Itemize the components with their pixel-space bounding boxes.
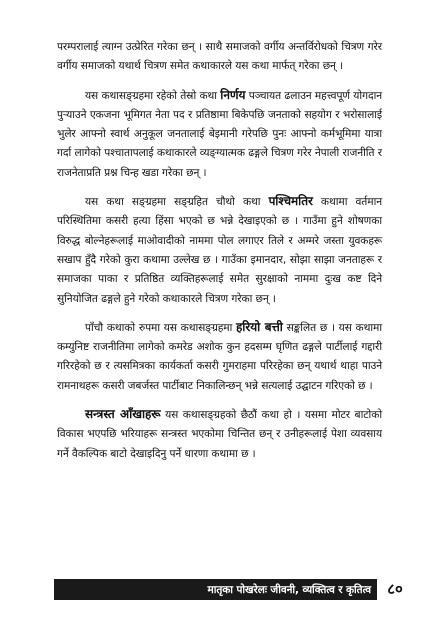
story-title-hariyo-batti: हरियो बत्ती xyxy=(236,319,283,334)
paragraph-3 xyxy=(57,192,382,309)
paragraph-4 xyxy=(57,318,382,396)
paragraph-5-text: यस कथासङ्ग्रहको छैठौं कथा हो । यसमा मोटर बाटोको विकास भएपछि भरियाहरू सन्त्रस्त भएकोमा चिन्तित छन् र उनीहरूलाई पेशा व्यवसाय गर्ने वैकल्पिक बाटो देखाइदिनु पर्ने धारणा कथामा छ । xyxy=(57,409,382,460)
paragraph-1-text: परम्परालाई त्याग्न उत्प्रेरित गरेका छन् । साथै समाजको वर्गीय अन्तर्विरोधको चित्रण गरेर वर्गीय समाजको यथार्थ चित्रण समेत कथाकारले यस कथा मार्फत् गरेका छन् । xyxy=(57,41,382,73)
paragraph-2 xyxy=(57,86,382,183)
page-body xyxy=(57,38,382,464)
running-title: मातृका पोखरेलः जीवनी, व्यक्तित्व र कृतित्व xyxy=(207,583,371,596)
paragraph-4-text-b: सङ्कलित छ । यस कथामा कम्युनिष्ट राजनीतिमा लागेको कमरेड अशोक कुन हदसम्म घृणित ढङ्गले पार्टीलाई गद्दारी गरिरहेको छ र त्यसमित्रका कार्यकर्ता कसरी गुमराहमा परिरहेका छन् यथार्थ थाहा पाउने रामनाथहरू कसरी जबर्जस्त पार्टीबाट निकालिन्छन् भन्ने सत्यलाई उद्घाटन गरिएको छ । xyxy=(57,321,382,392)
running-footer-bar xyxy=(54,579,377,600)
story-title-santrasta-ankhaharu: सन्त्रस्त आँखाहरू xyxy=(85,407,161,422)
page-number: ८० xyxy=(387,580,403,598)
paragraph-5 xyxy=(57,405,382,464)
story-title-pashchimatira: पश्चिमतिर xyxy=(268,194,313,209)
paragraph-1 xyxy=(57,38,382,77)
paragraph-2-text-a: यस कथासङ्ग्रहमा रहेको तेस्रो कथा xyxy=(85,89,221,102)
paragraph-4-text-a: पाँचौ कथाको रुपमा यस कथासङ्ग्रहमा xyxy=(85,321,236,334)
paragraph-3-text-a: यस कथा सङ्ग्रहमा सङ्ग्रहित चौथो कथा xyxy=(85,196,269,209)
paragraph-3-text-b: कथामा वर्तमान परिस्थितिमा कसरी हत्या हिंसा भएको छ भन्ने देखाइएको छ । गाउँमा हुने शोषणका विरुद्ध बोल्नेहरूलाई माओवादीको नाममा पोल लगाएर तिले र अम्मरे जस्ता युवकहरू सखाप हुँदै गरेको कुरा कथामा उल्लेख छ । गाउँका इमानदार, सोझा साझा जनताहरू र समाजका पाका र प्रतिष्ठित व्यक्तिहरूलाई समेत सुरक्षाको नाममा दुःख कष्ट दिने सुनियोजित ढङ्गले हुने गरेको कथाकारले चित्रण गरेका छन् । xyxy=(57,196,383,305)
story-title-nirnaya: निर्णय xyxy=(220,87,246,102)
paragraph-2-text-b: पञ्चायत ढलाउन महत्त्वपूर्ण योगदान पुऱ्याउने एकजना भूमिगत नेता पद र प्रतिष्ठामा बिकेपछि जनताको सहयोग र भरोसालाई भुलेर आफ्नो स्वार्थ अनुकूल जनतालाई बेइमानी गरेपछि पुनः आफ्नो कर्मभूमिमा यात्रा गर्दा लागेको पश्चातापलाई कथाकारले व्यङ्ग्यात्मक ढङ्गले चित्रण गरेर नेपाली राजनीति र राजनेताप्रति प्रश्न चिन्ह खडा गरेका छन् । xyxy=(57,89,382,179)
